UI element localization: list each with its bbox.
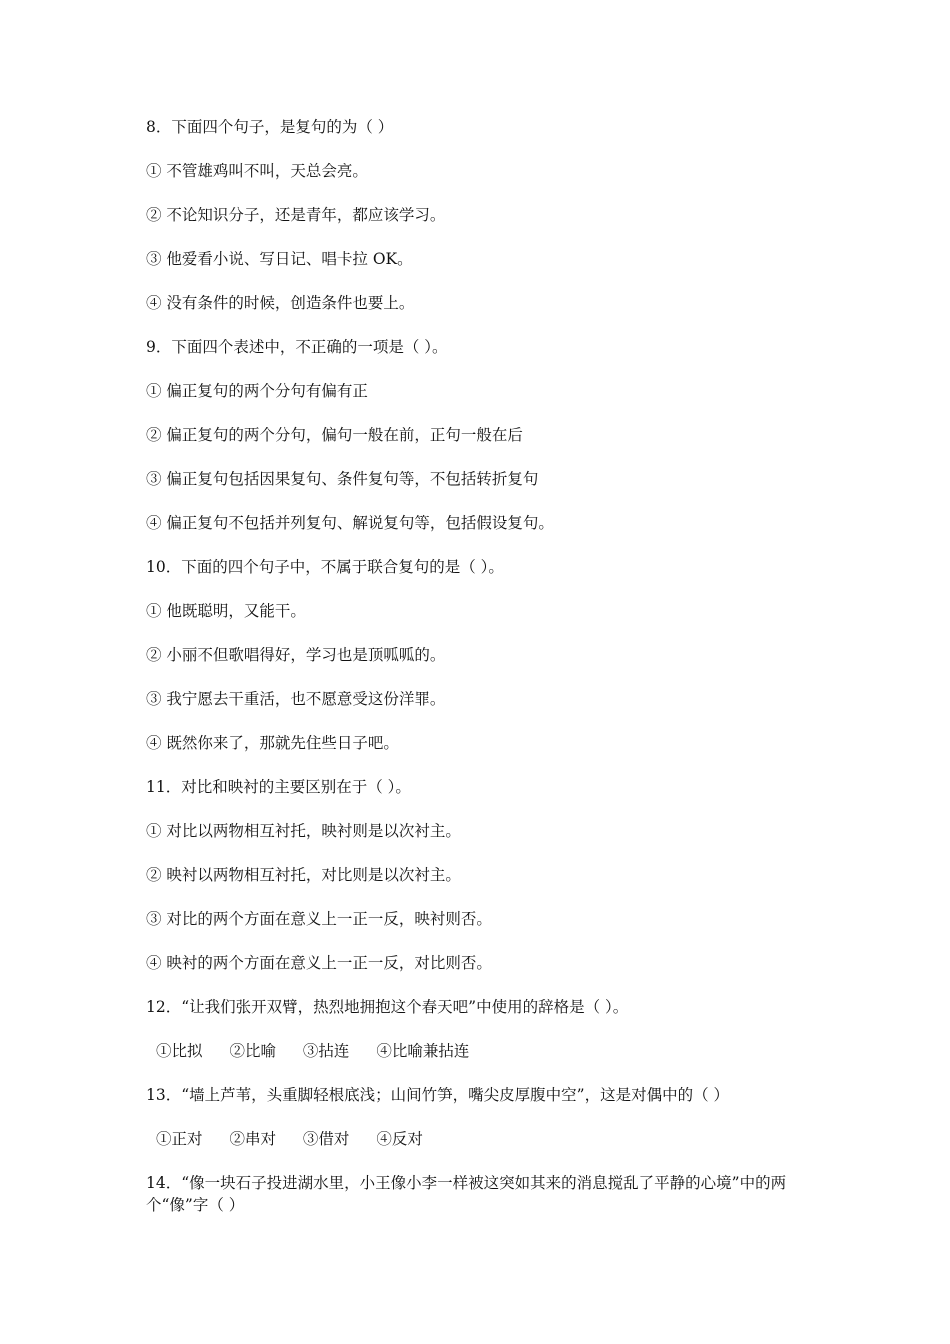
question-13-option-2: ②串对 — [229, 1130, 276, 1148]
question-11-option-2: ② 映衬以两物相互衬托，对比则是以次衬主。 — [146, 866, 461, 884]
question-13-option-4: ④反对 — [376, 1130, 423, 1148]
question-11-option-4: ④ 映衬的两个方面在意义上一正一反，对比则否。 — [146, 954, 492, 972]
question-9-option-3: ③ 偏正复句包括因果复句、条件复句等，不包括转折复句 — [146, 470, 539, 488]
question-10-stem: 10．下面的四个句子中，不属于联合复句的是（ ）。 — [146, 558, 504, 576]
question-10-option-2: ② 小丽不但歌唱得好，学习也是顶呱呱的。 — [146, 646, 446, 664]
question-11-option-3: ③ 对比的两个方面在意义上一正一反，映衬则否。 — [146, 910, 492, 928]
question-13-option-1: ①正对 — [156, 1130, 203, 1148]
question-12-stem: 12．“让我们张开双臂，热烈地拥抱这个春天吧”中使用的辞格是（ ）。 — [146, 998, 629, 1016]
question-12-options — [156, 1040, 836, 1062]
question-11-option-1: ① 对比以两物相互衬托，映衬则是以次衬主。 — [146, 822, 461, 840]
question-12-option-1: ①比拟 — [156, 1042, 203, 1060]
question-13-options — [156, 1128, 836, 1150]
question-8-option-2: ② 不论知识分子，还是青年，都应该学习。 — [146, 206, 446, 224]
question-13-stem: 13．“墙上芦苇，头重脚轻根底浅；山间竹笋，嘴尖皮厚腹中空”，这是对偶中的（ ） — [146, 1086, 730, 1104]
question-8-stem: 8．下面四个句子，是复句的为（ ） — [146, 118, 394, 136]
question-9-option-1: ① 偏正复句的两个分句有偏有正 — [146, 382, 368, 400]
question-8-option-1: ① 不管雄鸡叫不叫，天总会亮。 — [146, 162, 368, 180]
question-10-option-3: ③ 我宁愿去干重活，也不愿意受这份洋罪。 — [146, 690, 446, 708]
question-14-stem: 14．“像一块石子投进湖水里，小王像小李一样被这突如其来的消息搅乱了平静的心境”中的两个“像”字（ ） — [146, 1174, 787, 1214]
question-10-option-1: ① 他既聪明，又能干。 — [146, 602, 306, 620]
question-13-option-3: ③借对 — [302, 1130, 350, 1148]
question-10-option-4: ④ 既然你来了，那就先住些日子吧。 — [146, 734, 399, 752]
question-9-option-4: ④ 偏正复句不包括并列复句、解说复句等，包括假设复句。 — [146, 514, 554, 532]
question-12-option-2: ②比喻 — [229, 1042, 276, 1060]
question-12-option-4: ④比喻兼拈连 — [376, 1042, 470, 1060]
question-12-option-3: ③拈连 — [302, 1042, 350, 1060]
question-8-option-4: ④ 没有条件的时候，创造条件也要上。 — [146, 294, 415, 312]
question-9-stem: 9．下面四个表述中，不正确的一项是（ ）。 — [146, 338, 448, 356]
question-11-stem: 11．对比和映衬的主要区别在于（ ）。 — [146, 778, 411, 796]
question-9-option-2: ② 偏正复句的两个分句，偏句一般在前，正句一般在后 — [146, 426, 523, 444]
question-8-option-3: ③ 他爱看小说、写日记、唱卡拉 OK。 — [146, 250, 413, 268]
